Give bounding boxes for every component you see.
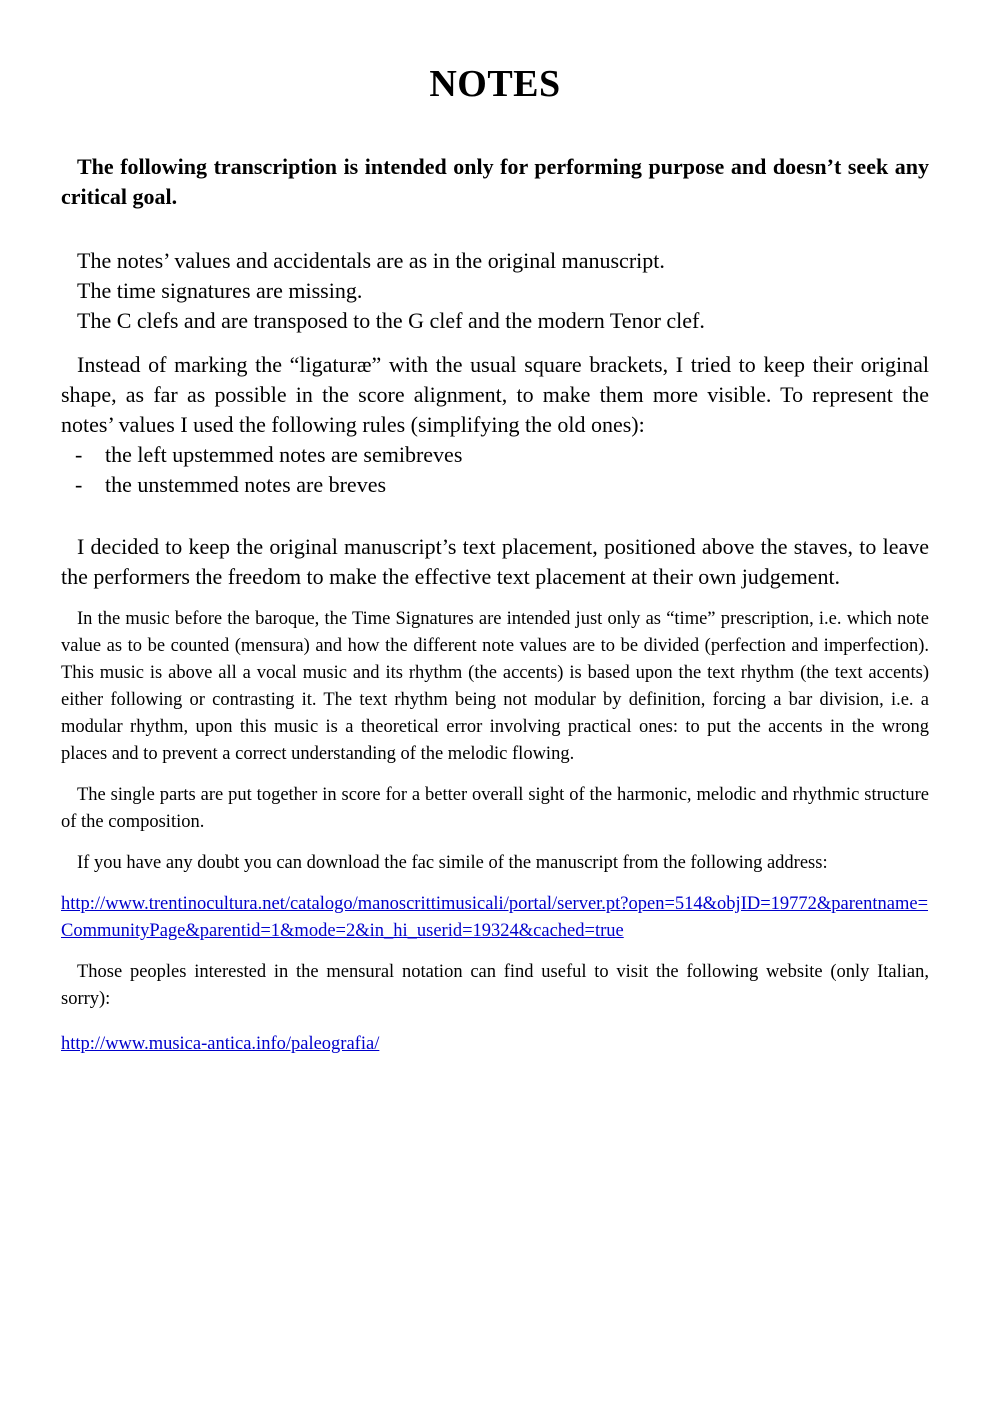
download-paragraph: If you have any doubt you can download the fac simile of the manuscript from the following address: — [77, 853, 828, 873]
ligature-paragraph: Instead of marking the “ligaturæ” with the usual square brackets, I tried to keep their original shape, as far as possible in the score alignment, to make them more visible. To represent the notes’ values I used the following rules (simplifying the old ones): — [61, 352, 929, 437]
page-title: NOTES — [429, 63, 561, 105]
website-paragraph: Those peoples interested in the mensural notation can find useful to visit the following website (only Italian, sorry): — [61, 962, 929, 1009]
notes-page — [61, 60, 929, 1058]
time-signature-paragraph: In the music before the baroque, the Time Signatures are intended just only as “time” prescription, i.e. which note value as to be counted (mensura) and how the different note values are to be divided (perfection and imperfection). This music is above all a vocal music and its rhythm (the accents) is based upon the text rhythm (the text accents) either following or contrasting it. The text rhythm being not modular by definition, forcing a bar division, i.e. a modular rhythm, upon this music is a theoretical error involving practical ones: to put the accents in the wrong places and to prevent a correct understanding of the melodic flowing. — [61, 609, 929, 764]
notes-lines — [77, 246, 929, 336]
list-item — [61, 470, 929, 500]
note-line-time-signatures: The time signatures are missing. — [77, 278, 363, 303]
note-line-values: The notes’ values and accidentals are as in the original manuscript. — [77, 248, 665, 273]
rule-text: the unstemmed notes are breves — [105, 472, 387, 497]
intro-statement: The following transcription is intended only for performing purpose and doesn’t seek any critical goal. — [61, 154, 929, 209]
rules-list — [61, 440, 929, 500]
list-item — [61, 440, 929, 470]
list-dash: - — [75, 442, 83, 467]
manuscript-link[interactable]: http://www.trentinocultura.net/catalogo/manoscrittimusicali/portal/server.pt?open=514&objID=19772&parentname=CommunityPage&parentid=1&mode=2&in_hi_userid=19324&cached=true — [61, 894, 929, 941]
paleografia-link[interactable]: http://www.musica-antica.info/paleografia/ — [61, 1034, 380, 1054]
score-paragraph: The single parts are put together in score for a better overall sight of the harmonic, melodic and rhythmic structure of the composition. — [61, 785, 929, 832]
note-line-clefs: The C clefs and are transposed to the G clef and the modern Tenor clef. — [77, 308, 705, 333]
list-dash: - — [75, 472, 83, 497]
text-placement-paragraph: I decided to keep the original manuscript’s text placement, positioned above the staves, to leave the performers the freedom to make the effective text placement at their own judgement. — [61, 534, 929, 589]
rule-text: the left upstemmed notes are semibreves — [105, 442, 463, 467]
